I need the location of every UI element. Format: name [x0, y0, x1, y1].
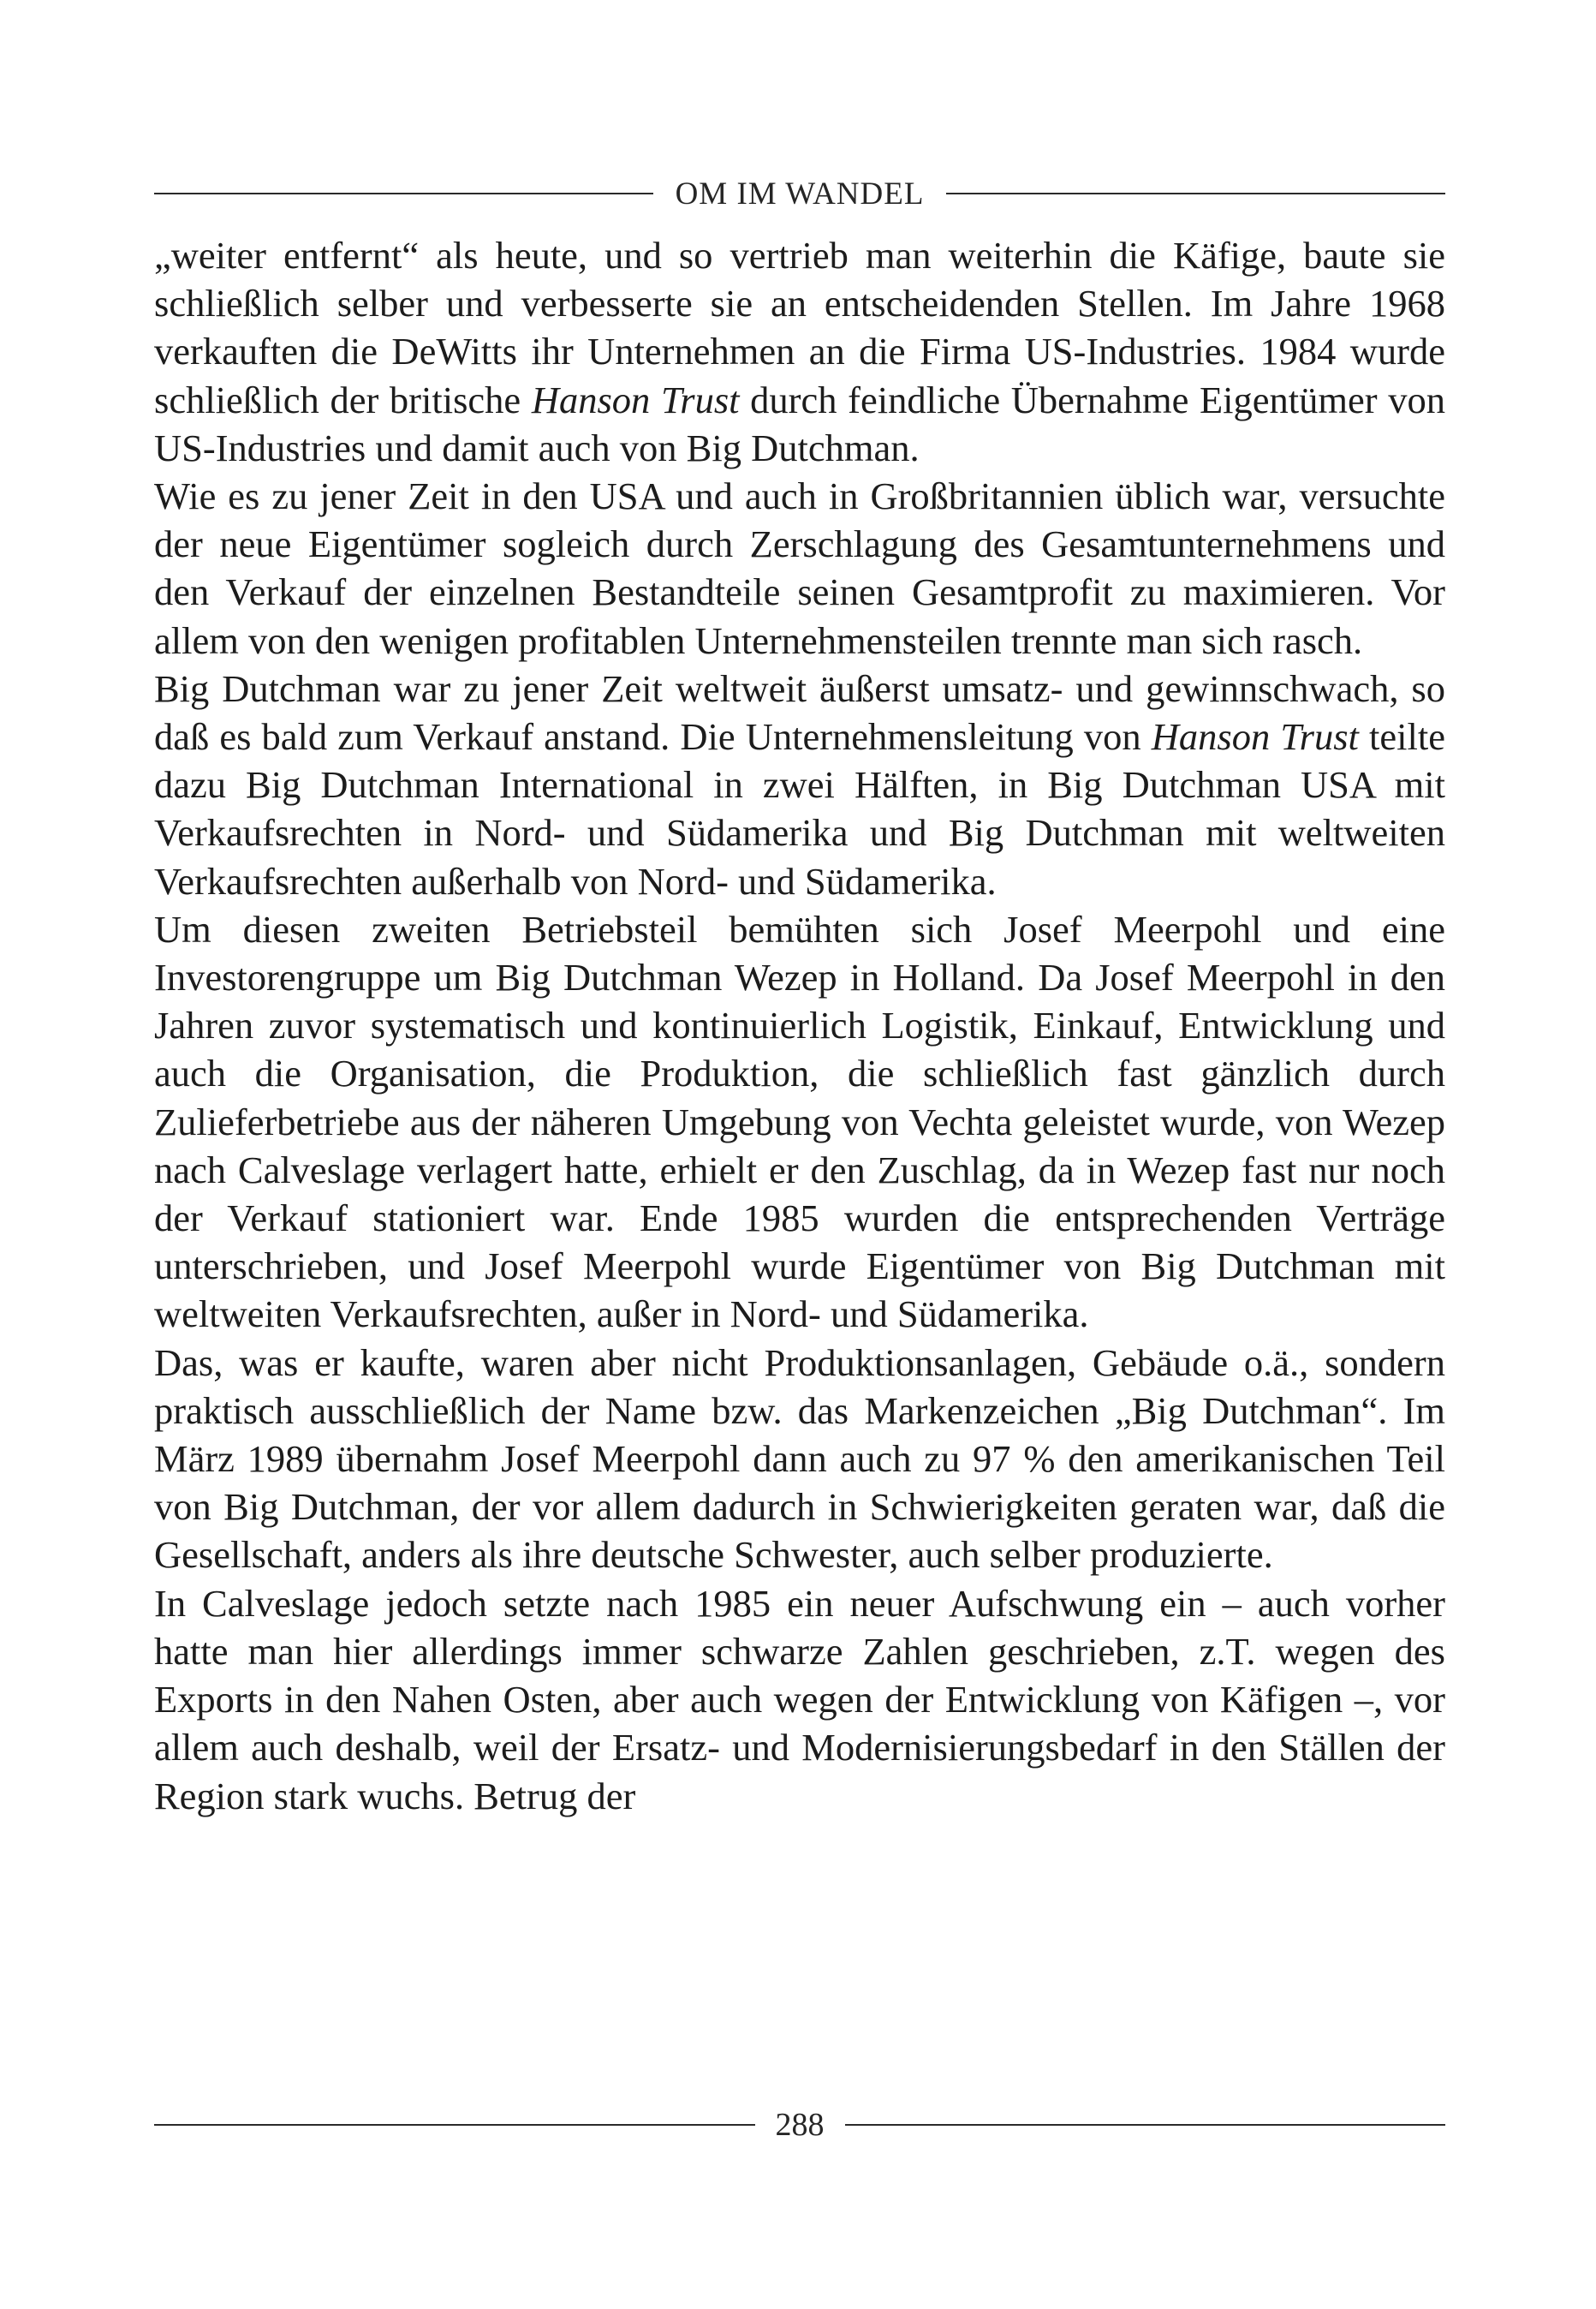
text-run: Das, was er kaufte, waren aber nicht Produktionsanlagen, Gebäude o.ä., sondern praktisch ausschließlich der Name bzw. das Markenzeichen „Big Dutchman“. Im März 1989 übernahm Josef Meerpohl dann auch zu 97 % den amerikanischen Teil von Big Dutchman, der vor allem dadurch in Schwierigkeiten geraten war, daß die Gesellschaft, anders als ihre deutsche Schwester, auch selber produzierte. [154, 1340, 1445, 1577]
text-run: „weiter entfernt“ als heute, und so vertrieb man weiterhin die Käfige, baute sie schließlich selber und verbesserte sie an entscheidenden Stellen. Im Jahre 1968 verkauften die DeWitts ihr Unternehmen an die Firma US-Industries. 1984 wurde schließlich der britische [154, 234, 1445, 421]
header-rule-left [154, 193, 653, 194]
body-text [154, 231, 1445, 1820]
paragraph [154, 1579, 1445, 1820]
italic-run: Hanson Trust [1151, 715, 1359, 759]
text-run: durch feindliche Übernahme Eigentümer von US-Industries und damit auch von Big Dutchman. [154, 378, 1446, 469]
paragraph [154, 231, 1445, 472]
paragraph [154, 905, 1445, 1339]
text-run: teilte dazu Big Dutchman International in zwei Hälften, in Big Dutchman USA mit Verkaufsrechten in Nord- und Südamerika und Big Dutchman mit weltweiten Verkaufsrechten außerhalb von Nord- und Südamerika. [154, 715, 1445, 903]
header-rule-right [946, 193, 1445, 194]
running-head-title: OM IM WANDEL [675, 176, 925, 212]
page-number: 288 [775, 2107, 825, 2143]
paragraph [154, 665, 1445, 905]
text-run: Um diesen zweiten Betriebsteil bemühten sich Josef Meerpohl und eine Investorengruppe um Big Dutchman Wezep in Holland. Da Josef Meerpohl in den Jahren zuvor systematisch und kontinuierlich Logistik, Einkauf, Entwicklung und auch die Organisation, die Produktion, die schließlich fast gänzlich durch Zulieferbetriebe aus der näheren Umgebung von Vechta geleistet wurde, von Wezep nach Calveslage verlagert hatte, erhielt er den Zuschlag, da in Wezep fast nur noch der Verkauf stationiert war. Ende 1985 wurden die entsprechenden Verträge unterschrieben, und Josef Meerpohl wurde Eigentümer von Big Dutchman mit weltweiten Verkaufsrechten, außer in Nord- und Südamerika. [154, 907, 1445, 1336]
footer-rule-right [845, 2124, 1446, 2126]
footer-rule-left [154, 2124, 755, 2126]
paragraph [154, 1339, 1445, 1579]
text-run: In Calveslage jedoch setzte nach 1985 ein neuer Aufschwung ein – auch vorher hatte man hier allerdings immer schwarze Zahlen geschrieben, z.T. wegen des Exports in den Nahen Osten, aber auch wegen der Entwicklung von Käfigen –, vor allem auch deshalb, weil der Ersatz- und Modernisierungsbedarf in den Ställen der Region stark wuchs. Betrug der [154, 1581, 1445, 1817]
text-run: Big Dutchman war zu jener Zeit weltweit äußerst umsatz- und gewinnschwach, so daß es bald zum Verkauf anstand. Die Unternehmensleitung von [154, 666, 1445, 759]
text-run: Wie es zu jener Zeit in den USA und auch in Großbritannien üblich war, versuchte der neue Eigentümer sogleich durch Zerschlagung des Gesamtunternehmens und den Verkauf der einzelnen Bestandteile seinen Gesamtprofit zu maximieren. Vor allem von den wenigen profitablen Unternehmensteilen trennte man sich rasch. [154, 474, 1445, 662]
italic-run: Hanson Trust [531, 378, 740, 421]
paragraph [154, 472, 1445, 665]
page-footer [154, 2095, 1445, 2155]
running-head [154, 170, 1445, 218]
